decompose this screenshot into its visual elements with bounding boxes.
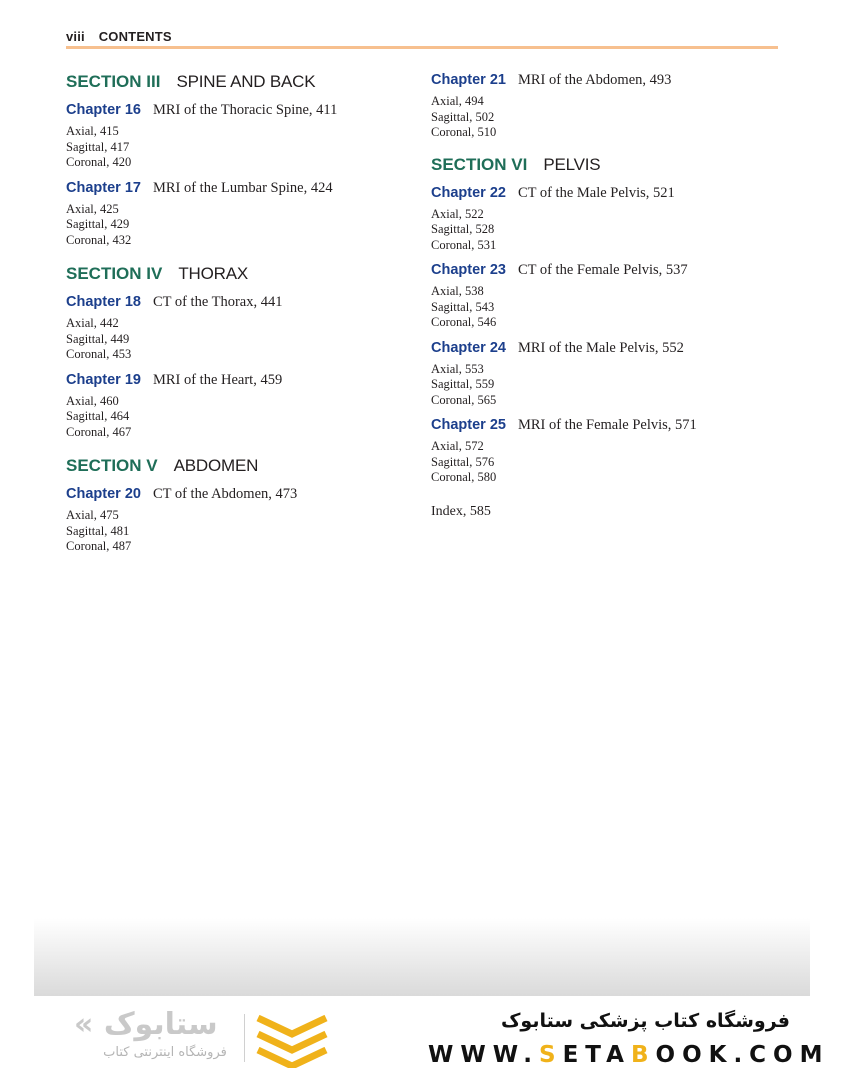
logo-text: ستابوک (103, 1007, 218, 1042)
chapter-entry (431, 260, 761, 331)
index-entry: Index, 585 (431, 503, 491, 519)
view-item: Coronal, 453 (66, 347, 132, 361)
url-part-highlight: B (630, 1042, 656, 1068)
section-title: THORAX (178, 264, 248, 283)
view-list (431, 439, 761, 486)
view-list (66, 394, 396, 441)
section-title: SPINE AND BACK (176, 72, 316, 91)
view-item: Axial, 538 (431, 284, 484, 298)
chapter-heading (431, 415, 761, 435)
chapter-entry (431, 70, 761, 141)
section-heading (431, 153, 761, 177)
chapter-heading (431, 70, 761, 90)
view-item: Axial, 442 (66, 316, 119, 330)
view-item: Coronal, 487 (66, 539, 132, 553)
chapter-label: Chapter 17 (66, 179, 141, 196)
chapter-heading (66, 178, 396, 198)
chapter-entry (66, 370, 396, 441)
chapter-heading (66, 370, 396, 390)
chapter-label: Chapter 20 (66, 486, 141, 502)
chapter-label: Chapter 21 (431, 72, 506, 88)
chapter-heading (66, 292, 396, 312)
right-column (431, 70, 761, 520)
chapter-title: MRI of the Lumbar Spine, 424 (152, 179, 333, 196)
watermark-footer (0, 996, 844, 1080)
chapter-heading (431, 183, 761, 203)
view-item: Coronal, 432 (66, 232, 132, 247)
view-item: Sagittal, 576 (431, 454, 495, 469)
chapter-title: CT of the Thorax, 441 (152, 294, 283, 310)
chapter-entry (66, 292, 396, 363)
chapter-entry (431, 415, 761, 486)
chapter-label: Chapter 24 (431, 339, 506, 356)
view-list (431, 207, 761, 254)
section-title: ABDOMEN (173, 456, 259, 475)
left-column (66, 70, 396, 569)
section-label: SECTION V (66, 456, 158, 475)
section-heading (66, 454, 396, 478)
view-list (431, 284, 761, 331)
section-label: SECTION III (66, 72, 161, 91)
setabook-logo (74, 1008, 344, 1074)
url-part: OOK.COM (655, 1042, 830, 1068)
section-heading (66, 70, 396, 94)
view-item: Coronal, 565 (431, 392, 497, 407)
view-item: Sagittal, 528 (431, 222, 495, 236)
chapter-heading (431, 338, 761, 358)
chapter-title: MRI of the Thoracic Spine, 411 (152, 102, 338, 118)
chapter-title: MRI of the Female Pelvis, 571 (517, 417, 697, 433)
section-label: SECTION VI (431, 154, 528, 174)
view-item: Coronal, 531 (431, 237, 497, 252)
view-item: Axial, 460 (66, 393, 119, 408)
chapter-label: Chapter 18 (66, 294, 141, 310)
chevron-stack-icon (254, 1010, 330, 1068)
view-list (431, 94, 761, 141)
chapter-label: Chapter 16 (66, 102, 141, 118)
logo-arrows-icon: « (74, 1007, 94, 1042)
view-item: Axial, 425 (66, 201, 119, 216)
chapter-label: Chapter 22 (431, 184, 506, 201)
view-item: Sagittal, 502 (431, 109, 495, 124)
view-item: Coronal, 467 (66, 424, 132, 439)
chapter-label: Chapter 23 (431, 262, 506, 278)
view-item: Axial, 522 (431, 206, 484, 221)
view-item: Coronal, 420 (66, 155, 132, 169)
view-list (66, 316, 396, 363)
view-item: Axial, 553 (431, 361, 484, 376)
view-list (66, 124, 396, 171)
page-number: viii (66, 29, 85, 44)
chapter-title: MRI of the Abdomen, 493 (517, 72, 672, 88)
chapter-label: Chapter 25 (431, 417, 506, 433)
section-block (66, 454, 396, 555)
watermark-fade (34, 918, 810, 996)
section-block (431, 153, 761, 486)
section-block (66, 262, 396, 440)
chapter-entry (66, 178, 396, 249)
view-item: Sagittal, 464 (66, 409, 130, 423)
page-header (66, 29, 778, 44)
chapter-entry (431, 338, 761, 409)
view-list (66, 202, 396, 249)
chapter-entry (431, 183, 761, 254)
chapter-title: CT of the Female Pelvis, 537 (517, 262, 688, 278)
chapter-title: MRI of the Male Pelvis, 552 (517, 339, 684, 356)
view-item: Coronal, 546 (431, 315, 497, 329)
chapter-heading (66, 484, 396, 504)
view-item: Sagittal, 481 (66, 523, 130, 538)
url-part-highlight: S (538, 1042, 563, 1068)
section-block (66, 70, 396, 248)
view-list (66, 508, 396, 555)
chapter-title: CT of the Male Pelvis, 521 (517, 184, 675, 201)
view-item: Axial, 572 (431, 439, 484, 453)
chapter-heading (66, 100, 396, 120)
url-part: WWW. (428, 1042, 539, 1068)
view-item: Sagittal, 429 (66, 217, 130, 231)
header-rule (66, 46, 778, 49)
section-label: SECTION IV (66, 264, 163, 283)
chapter-entry (66, 484, 396, 555)
view-item: Sagittal, 559 (431, 377, 495, 391)
chapter-heading (431, 260, 761, 280)
view-item: Sagittal, 449 (66, 331, 130, 346)
view-list (431, 362, 761, 409)
logo-subtitle: فروشگاه اینترنتی کتاب (103, 1045, 227, 1060)
chapter-title: MRI of the Heart, 459 (152, 371, 283, 388)
section-title: PELVIS (543, 154, 601, 174)
view-item: Axial, 415 (66, 124, 119, 138)
view-item: Sagittal, 417 (66, 139, 130, 154)
logo-mark (74, 1008, 234, 1042)
view-item: Sagittal, 543 (431, 299, 495, 314)
view-item: Coronal, 580 (431, 470, 497, 484)
view-item: Axial, 475 (66, 508, 119, 522)
chapter-label: Chapter 19 (66, 371, 141, 388)
page-title: CONTENTS (98, 29, 172, 44)
view-item: Coronal, 510 (431, 125, 497, 139)
section-heading (66, 262, 396, 286)
chapter-entry (66, 100, 396, 171)
chapter-title: CT of the Abdomen, 473 (152, 486, 298, 502)
logo-divider (244, 1014, 245, 1062)
view-item: Axial, 494 (431, 94, 484, 108)
shop-url (428, 1042, 830, 1068)
url-part: ETA (562, 1042, 631, 1068)
shop-title: فروشگاه کتاب پزشکی ستابوک (500, 1010, 790, 1032)
